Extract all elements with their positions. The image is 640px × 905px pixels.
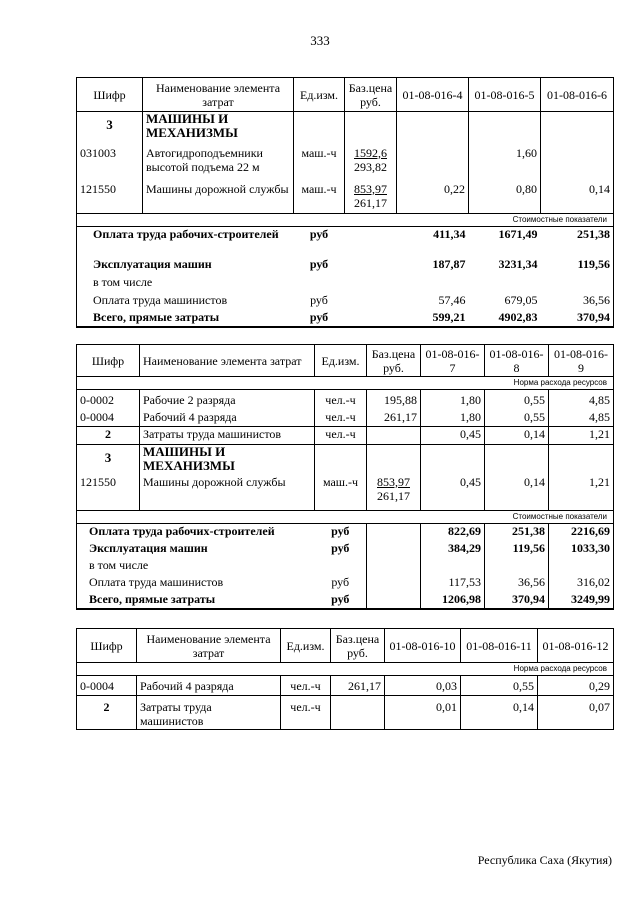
- row-val-1: 1,80: [421, 390, 485, 410]
- summary-val-1: 1206,98: [421, 592, 485, 609]
- resource-table-3: [76, 628, 614, 730]
- header-unit: Ед.изм.: [315, 345, 367, 377]
- summary-val-2: 251,38: [485, 524, 549, 541]
- row-val-2: 0,55: [485, 410, 549, 427]
- row-price-2: 261,17: [377, 488, 410, 503]
- row-val-1: 1,80: [421, 410, 485, 427]
- resource-table-2: [76, 344, 614, 610]
- row-unit: чел.-ч: [281, 696, 331, 730]
- row-unit: маш.-ч: [315, 475, 367, 511]
- summary-row: [77, 257, 614, 275]
- row-val-3: 0,14: [541, 182, 614, 214]
- header-code: Шифр: [77, 78, 143, 112]
- resource-table-1: [76, 77, 614, 328]
- summary-unit: руб: [315, 592, 367, 609]
- summary-label: Всего, прямые затраты: [77, 592, 315, 609]
- header-unit: Ед.изм.: [281, 629, 331, 663]
- table-header-row: [77, 345, 614, 377]
- summary-val-2: 36,56: [485, 575, 549, 592]
- summary-val-3: 119,56: [541, 257, 614, 275]
- note-row: [77, 511, 614, 524]
- row-unit: чел.-ч: [315, 427, 367, 445]
- row-val-2: 0,55: [461, 676, 538, 696]
- summary-val-1: 57,46: [438, 292, 466, 307]
- summary-unit: руб: [309, 256, 329, 271]
- group-row: [77, 445, 614, 475]
- summary-row: [77, 524, 614, 541]
- row-unit: чел.-ч: [281, 676, 331, 696]
- row-val-3: 1,21: [549, 475, 614, 511]
- summary-val-3: 3249,99: [549, 592, 614, 609]
- summary-val-1: 411,34: [433, 227, 466, 241]
- row-val-3: 1,21: [549, 427, 614, 445]
- row-val-3: 4,85: [549, 410, 614, 427]
- summary-label: в том числе: [77, 275, 294, 293]
- note-row: [77, 377, 614, 390]
- table-row: [77, 427, 614, 445]
- page-number: 333: [310, 33, 330, 48]
- summary-row: [77, 275, 614, 293]
- row-price-2: 293,82: [354, 159, 387, 174]
- summary-val-2: 3231,34: [498, 256, 538, 271]
- header-unit: Ед.изм.: [294, 78, 345, 112]
- row-name: Автогидроподъемники высотой подъема 22 м: [143, 146, 294, 182]
- summary-val-3: 370,94: [541, 310, 614, 327]
- summary-label: Оплата труда машинистов: [77, 575, 315, 592]
- row-name: Рабочий 4 разряда: [140, 410, 315, 427]
- header-col1: 01-08-016-7: [421, 345, 485, 377]
- summary-row: [77, 293, 614, 310]
- row-code: 121550: [77, 182, 143, 214]
- row-unit: чел.-ч: [315, 410, 367, 427]
- header-col3: 01-08-016-9: [549, 345, 614, 377]
- summary-val-2: 679,05: [504, 292, 538, 307]
- row-code: 0-0002: [77, 390, 140, 410]
- summary-row: [77, 541, 614, 558]
- row-val-1: 0,22: [397, 182, 469, 214]
- row-code: 2: [77, 696, 137, 730]
- summary-val-1: 599,21: [397, 310, 469, 327]
- row-unit: маш.-ч: [294, 182, 345, 214]
- row-price: 195,88: [367, 390, 421, 410]
- summary-val-3: 251,38: [541, 227, 614, 257]
- row-code: 2: [77, 427, 140, 445]
- row-code: 0-0004: [77, 676, 137, 696]
- row-val-2: 0,14: [485, 475, 549, 511]
- table-row: [77, 475, 614, 511]
- row-price: [331, 696, 385, 730]
- summary-unit: руб: [310, 292, 328, 307]
- row-name: Рабочий 4 разряда: [137, 676, 281, 696]
- row-val-1: 0,45: [421, 475, 485, 511]
- row-val-1: [397, 146, 469, 182]
- row-price: 261,17: [331, 676, 385, 696]
- row-val-2: 1,60: [469, 146, 541, 182]
- summary-label: Эксплуатация машин: [77, 257, 294, 275]
- row-name: Машины дорожной службы: [140, 475, 315, 511]
- row-val-3: [541, 146, 614, 182]
- summary-unit: руб: [315, 524, 367, 541]
- summary-val-2: 1671,49: [498, 227, 538, 241]
- footer-region: Республика Саха (Якутия): [477, 853, 612, 867]
- summary-row-total: [77, 310, 614, 327]
- summary-label: Оплата труда рабочих-строителей: [77, 524, 315, 541]
- table-row: [77, 390, 614, 410]
- row-name: Рабочие 2 разряда: [140, 390, 315, 410]
- summary-unit: руб: [315, 541, 367, 558]
- table-row: [77, 182, 614, 214]
- row-price-1: 853,97: [377, 474, 410, 489]
- note-row: [77, 214, 614, 227]
- group-row: [77, 112, 614, 146]
- row-code: 121550: [77, 475, 140, 511]
- summary-val-2: 370,94: [485, 592, 549, 609]
- summary-val-1: 822,69: [421, 524, 485, 541]
- row-price: 261,17: [367, 410, 421, 427]
- summary-label: Эксплуатация машин: [77, 541, 315, 558]
- row-price-2: 261,17: [354, 195, 387, 210]
- table-header-row: [77, 629, 614, 663]
- summary-val-2: 119,56: [485, 541, 549, 558]
- summary-row: [77, 558, 614, 575]
- note-resources: Норма расхода ресурсов: [77, 663, 614, 676]
- row-val-2: 0,55: [485, 390, 549, 410]
- summary-label: Оплата труда рабочих-строителей: [77, 227, 294, 257]
- table-header-row: [77, 78, 614, 112]
- row-code: 0-0004: [77, 410, 140, 427]
- row-val-2: 0,80: [469, 182, 541, 214]
- summary-val-1: 117,53: [421, 575, 485, 592]
- row-price-1: 853,97: [354, 181, 387, 196]
- row-unit: маш.-ч: [294, 146, 345, 182]
- row-price: [367, 427, 421, 445]
- note-cost: Стоимостные показатели: [77, 214, 614, 227]
- header-price: Баз.цена руб.: [331, 629, 385, 663]
- header-name: Наименование элемента затрат: [137, 629, 281, 663]
- note-resources: Норма расхода ресурсов: [77, 377, 614, 390]
- row-val-2: 0,14: [485, 427, 549, 445]
- summary-val-3: 316,02: [549, 575, 614, 592]
- group-name: МАШИНЫ И МЕХАНИЗМЫ: [143, 112, 294, 146]
- header-col1: 01-08-016-4: [397, 78, 469, 112]
- header-col2: 01-08-016-8: [485, 345, 549, 377]
- header-code: Шифр: [77, 629, 137, 663]
- summary-val-1: 384,29: [421, 541, 485, 558]
- row-val-3: 4,85: [549, 390, 614, 410]
- summary-row-total: [77, 592, 614, 609]
- header-price: Баз.цена руб.: [367, 345, 421, 377]
- summary-row: [77, 575, 614, 592]
- summary-label: в том числе: [77, 558, 315, 575]
- summary-label: Оплата труда машинистов: [77, 293, 294, 310]
- summary-label: Всего, прямые затраты: [77, 310, 294, 327]
- row-val-3: 0,29: [538, 676, 614, 696]
- header-name: Наименование элемента затрат: [140, 345, 315, 377]
- group-code: 3: [77, 112, 143, 146]
- summary-val-3: 1033,30: [549, 541, 614, 558]
- summary-row: [77, 227, 614, 257]
- header-code: Шифр: [77, 345, 140, 377]
- summary-val-3: 2216,69: [549, 524, 614, 541]
- row-val-2: 0,14: [461, 696, 538, 730]
- header-col3: 01-08-016-12: [538, 629, 614, 663]
- summary-val-2: 4902,83: [469, 310, 541, 327]
- table-row: [77, 410, 614, 427]
- group-code: 3: [77, 445, 140, 475]
- row-val-1: 0,45: [421, 427, 485, 445]
- row-name: Затраты труда машинистов: [140, 427, 315, 445]
- summary-unit: руб: [315, 575, 367, 592]
- summary-unit: руб: [309, 227, 329, 241]
- header-name: Наименование элемента затрат: [143, 78, 294, 112]
- row-val-1: 0,01: [385, 696, 461, 730]
- header-price: Баз.цена руб.: [345, 78, 397, 112]
- row-code: 031003: [77, 146, 143, 182]
- row-price-1: 1592,6: [354, 145, 387, 160]
- summary-unit: руб: [294, 310, 345, 327]
- table-row: [77, 676, 614, 696]
- row-unit: чел.-ч: [315, 390, 367, 410]
- row-val-3: 0,07: [538, 696, 614, 730]
- header-col1: 01-08-016-10: [385, 629, 461, 663]
- row-name: Затраты труда машинистов: [137, 696, 281, 730]
- header-col2: 01-08-016-11: [461, 629, 538, 663]
- summary-val-1: 187,87: [432, 256, 466, 271]
- header-col2: 01-08-016-5: [469, 78, 541, 112]
- table-row: [77, 146, 614, 182]
- summary-val-3: 36,56: [541, 293, 614, 310]
- note-row: [77, 663, 614, 676]
- row-name: Машины дорожной службы: [143, 182, 294, 214]
- header-col3: 01-08-016-6: [541, 78, 614, 112]
- row-val-1: 0,03: [385, 676, 461, 696]
- note-cost: Стоимостные показатели: [77, 511, 614, 524]
- table-row: [77, 696, 614, 730]
- group-name: МАШИНЫ И МЕХАНИЗМЫ: [140, 445, 315, 475]
